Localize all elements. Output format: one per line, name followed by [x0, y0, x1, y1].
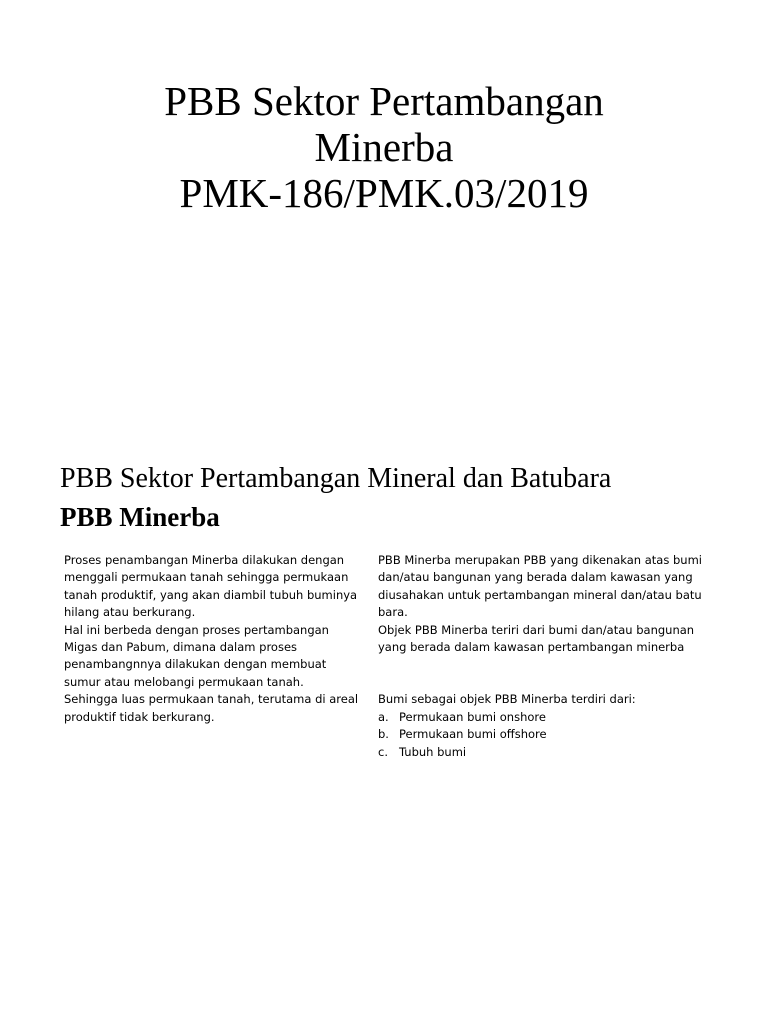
list-item-text: Permukaan bumi onshore [399, 709, 546, 724]
list-item [378, 726, 712, 743]
list-item [378, 744, 712, 761]
list-intro: Bumi sebagai objek PBB Minerba terdiri dari: [378, 692, 636, 707]
list-item-text: Permukaan bumi offshore [399, 727, 547, 742]
left-paragraph-3: Sehingga luas permukaan tanah, terutama di areal produktif tidak berkurang. [64, 692, 359, 724]
spacer [378, 656, 712, 691]
right-paragraph-2: Objek PBB Minerba teriri dari bumi dan/atau bangunan yang berada dalam kawasan pertambangan minerba [378, 622, 695, 655]
title-line-3: PMK-186/PMK.03/2019 [179, 170, 589, 216]
list-marker: b. [378, 727, 389, 742]
left-column [64, 552, 364, 726]
list-item [378, 709, 712, 726]
section-subheading: PBB Minerba [60, 502, 220, 532]
document-title [0, 78, 768, 216]
title-line-2: Minerba [314, 124, 454, 170]
left-paragraph-1: Proses penambangan Minerba dilakukan dengan menggali permukaan tanah sehingga permukaan tanah produktif, yang akan diambil tubuh buminya hilang atau berkurang. [64, 553, 358, 620]
list-marker: c. [378, 744, 388, 759]
title-line-1: PBB Sektor Pertambangan [164, 78, 604, 124]
list-item-text: Tubuh bumi [399, 744, 467, 759]
right-paragraph-1: PBB Minerba merupakan PBB yang dikenakan atas bumi dan/atau bangunan yang berada dalam kawasan yang diusahakan untuk pertambangan mineral dan/atau batu bara. [378, 553, 702, 620]
left-paragraph-2: Hal ini berbeda dengan proses pertambangan Migas dan Pabum, dimana dalam proses penambangnnya dilakukan dengan membuat sumur atau melobangi permukaan tanah. [64, 622, 329, 689]
section-heading: PBB Sektor Pertambangan Mineral dan Batubara [60, 463, 612, 494]
bumi-object-list [378, 709, 712, 761]
right-column [378, 552, 712, 761]
list-marker: a. [378, 709, 389, 724]
